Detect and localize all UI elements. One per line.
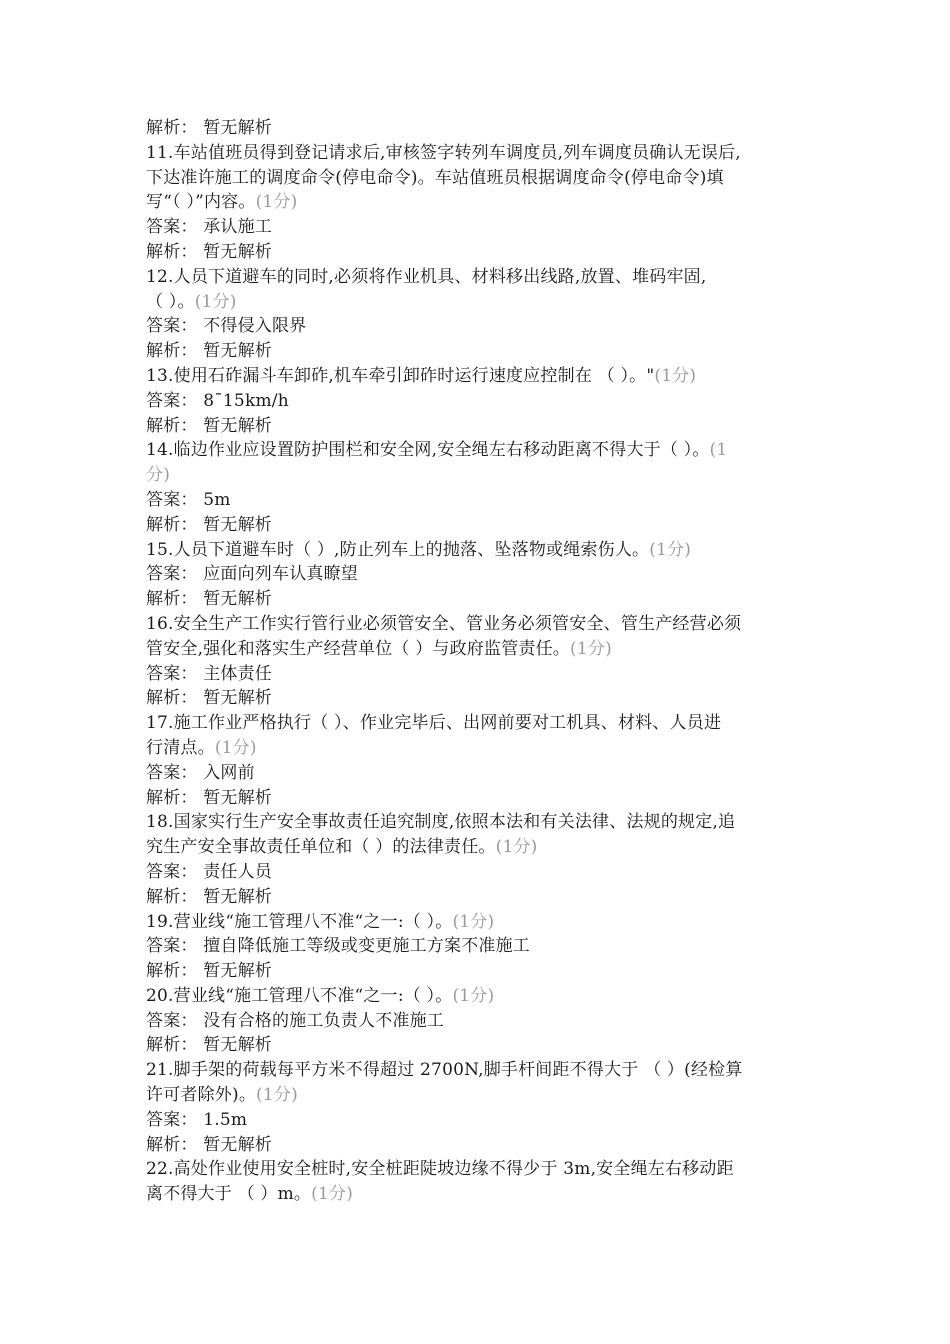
line-text: 答案： 8¯15km/h xyxy=(146,390,289,411)
answer-line xyxy=(146,215,816,240)
score-label: 分) xyxy=(146,465,171,486)
question-16-line-2 xyxy=(146,637,816,662)
line-text: 解析： 暂无解析 xyxy=(146,688,273,709)
answer-line xyxy=(146,389,816,414)
question-14-line-2 xyxy=(146,463,816,488)
line-text: （ ）。 xyxy=(146,291,195,312)
question-20-line-1 xyxy=(146,984,816,1009)
line-text: 18.国家实行生产安全事故责任追究制度,依照本法和有关法律、法规的规定,追 xyxy=(146,812,736,833)
line-text: 15.人员下道避车时（ ）,防止列车上的抛落、坠落物或绳索伤人。 xyxy=(146,539,650,560)
question-22-line-1 xyxy=(146,1157,816,1182)
line-text: 答案： 主体责任 xyxy=(146,663,273,684)
analysis-line xyxy=(146,414,816,439)
line-text: 解析： 暂无解析 xyxy=(146,415,273,436)
line-text: 解析： 暂无解析 xyxy=(146,118,273,138)
score-label: (1分) xyxy=(570,638,612,659)
score-label: (1分) xyxy=(654,365,697,386)
question-12-line-2 xyxy=(146,290,816,315)
line-text: 答案： 承认施工 xyxy=(146,217,273,238)
question-18-line-1 xyxy=(146,810,816,835)
line-text: 许可者除外)。 xyxy=(146,1085,257,1106)
analysis-line xyxy=(146,786,816,811)
line-text: 答案： 5m xyxy=(146,489,231,510)
question-18-line-2 xyxy=(146,835,816,860)
analysis-line xyxy=(146,587,816,612)
answer-line xyxy=(146,662,816,687)
score-label: (1分) xyxy=(452,985,495,1006)
analysis-line xyxy=(146,240,816,265)
answer-line xyxy=(146,314,816,339)
line-text: 答案： 擅自降低施工等级或变更施工方案不准施工 xyxy=(146,936,531,957)
line-text: 22.高处作业使用安全桩时,安全桩距陡坡边缘不得少于 3m,安全绳左右移动距 xyxy=(146,1159,734,1180)
analysis-line xyxy=(146,959,816,984)
question-21-line-1 xyxy=(146,1058,816,1083)
answer-line xyxy=(146,562,816,587)
score-label: (1 xyxy=(709,440,728,461)
line-text: 21.脚手架的荷载每平方米不得超过 2700N,脚手杆间距不得大于 （ ）(经检算 xyxy=(146,1060,743,1081)
line-text: 答案： 应面向列车认真瞭望 xyxy=(146,564,359,585)
score-label: (1分) xyxy=(194,291,237,312)
line-text: 12.人员下道避车的同时,必须将作业机具、材料移出线路,放置、堆码牢固, xyxy=(146,266,707,287)
line-text: 解析： 暂无解析 xyxy=(146,886,273,907)
answer-line xyxy=(146,1009,816,1034)
answer-line xyxy=(146,860,816,885)
score-label: (1分) xyxy=(495,837,538,858)
line-text: 答案： 责任人员 xyxy=(146,861,273,882)
question-22-line-2 xyxy=(146,1182,816,1207)
line-text: 解析： 暂无解析 xyxy=(146,241,273,262)
score-label: (1分) xyxy=(649,539,692,560)
question-12-line-1 xyxy=(146,265,816,290)
score-label: (1分) xyxy=(255,192,298,213)
line-text: 答案： 没有合格的施工负责人不准施工 xyxy=(146,1010,445,1031)
analysis-line xyxy=(146,686,816,711)
analysis-line xyxy=(146,1033,816,1058)
question-19-line-1 xyxy=(146,910,816,935)
line-text: 解析： 暂无解析 xyxy=(146,514,273,535)
line-text: 答案： 入网前 xyxy=(146,762,255,783)
analysis-line xyxy=(146,885,816,910)
question-11-line-2 xyxy=(146,166,816,191)
question-16-line-1 xyxy=(146,612,816,637)
line-text: 解析： 暂无解析 xyxy=(146,589,273,610)
answer-line xyxy=(146,761,816,786)
line-text: 管安全,强化和落实生产经营单位（ ）与政府监管责任。 xyxy=(146,638,571,659)
line-text: 答案： 1.5m xyxy=(146,1109,248,1130)
line-text: 13.使用石砟漏斗车卸砟,机车牵引卸砟时运行速度应控制在 （ ）。" xyxy=(146,365,655,386)
analysis-line xyxy=(146,339,816,364)
line-text: 写“（ ）”内容。 xyxy=(146,192,256,213)
question-17-line-1 xyxy=(146,711,816,736)
line-text: 19.营业线“施工管理八不准“之一:（ ）。 xyxy=(146,911,453,932)
line-text: 14.临边作业应设置防护围栏和安全网,安全绳左右移动距离不得大于（ ）。 xyxy=(146,440,710,461)
analysis-line xyxy=(146,513,816,538)
line-text: 究生产安全事故责任单位和（ ）的法律责任。 xyxy=(146,837,496,858)
question-15-line-1 xyxy=(146,538,816,563)
answer-line xyxy=(146,934,816,959)
line-text: 行清点。 xyxy=(146,737,215,758)
line-text: 解析： 暂无解析 xyxy=(146,1035,273,1056)
document-page xyxy=(146,116,816,1207)
answer-line xyxy=(146,488,816,513)
question-14-line-1 xyxy=(146,438,816,463)
question-21-line-2 xyxy=(146,1083,816,1108)
question-11-line-1 xyxy=(146,141,816,166)
score-label: (1分) xyxy=(256,1085,298,1106)
question-17-line-2 xyxy=(146,736,816,761)
line-text: 11.车站值班员得到登记请求后,审核签字转列车调度员,列车调度员确认无误后, xyxy=(146,142,741,163)
line-text: 16.安全生产工作实行管行业必须管安全、管业务必须管安全、管生产经营必须 xyxy=(146,613,742,634)
line-text: 解析： 暂无解析 xyxy=(146,787,273,808)
analysis-line xyxy=(146,116,816,141)
line-text: 解析： 暂无解析 xyxy=(146,341,273,362)
line-text: 答案： 不得侵入限界 xyxy=(146,316,307,337)
answer-line xyxy=(146,1108,816,1133)
score-label: (1分) xyxy=(311,1184,354,1205)
score-label: (1分) xyxy=(452,911,495,932)
line-text: 20.营业线“施工管理八不准“之一:（ ）。 xyxy=(146,985,453,1006)
line-text: 下达准许施工的调度命令(停电命令)。车站值班员根据调度命令(停电命令)填 xyxy=(146,167,724,188)
question-11-line-3 xyxy=(146,190,816,215)
line-text: 解析： 暂无解析 xyxy=(146,961,273,982)
line-text: 解析： 暂无解析 xyxy=(146,1134,273,1155)
line-text: 17.施工作业严格执行（ ）、作业完毕后、出网前要对工机具、材料、人员进 xyxy=(146,713,722,734)
line-text: 离不得大于 （ ）m。 xyxy=(146,1184,312,1205)
question-13-line-1 xyxy=(146,364,816,389)
analysis-line xyxy=(146,1133,816,1158)
score-label: (1分) xyxy=(214,737,257,758)
